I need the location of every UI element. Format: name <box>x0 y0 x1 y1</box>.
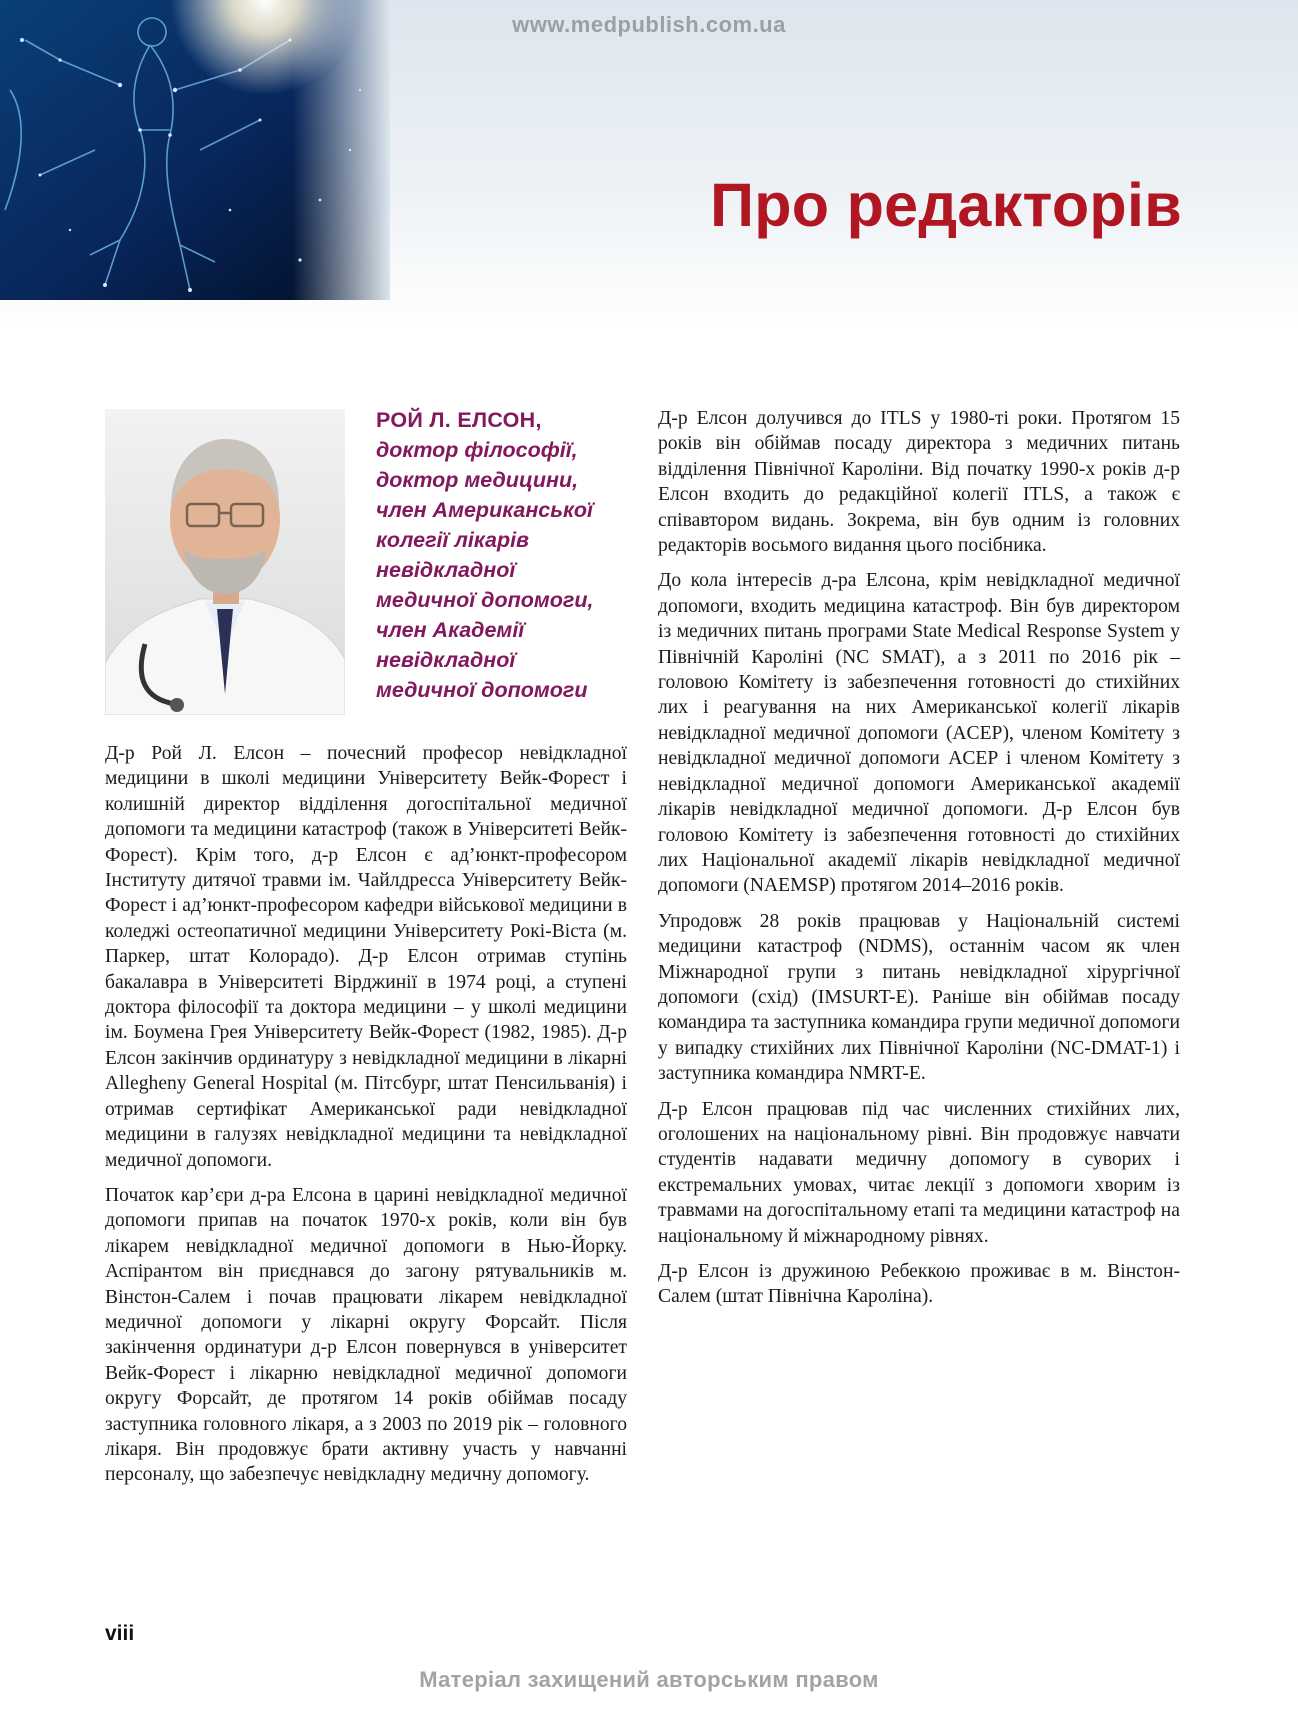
body-paragraph: Упродовж 28 років працював у Національній системі медицини катастроф (NDMS), останнім часом як член Міжнародної групи з питань невідкладної хірургічної допомоги (схід) (IMSURT-E). Раніше він обіймав посаду командира та заступника командира групи медичної допомоги у випадку стихійних лих Північної Кароліни (NC-DMAT-1) і заступника командира NMRT-E. <box>658 910 1180 1085</box>
constellation-illustration <box>0 0 390 300</box>
editor-credential: невідкладної <box>376 558 516 582</box>
editor-credential: медичної допомоги <box>376 678 588 702</box>
page-title: Про редакторів <box>710 171 1182 239</box>
editor-credential: доктор філософії, <box>376 438 578 462</box>
editor-credential: член Американської <box>376 498 594 522</box>
left-column <box>105 741 627 1498</box>
editor-name: РОЙ Л. ЕЛСОН, <box>376 408 542 432</box>
editor-heading <box>376 405 646 705</box>
body-paragraph: Д-р Елсон працював під час численних стихійних лих, оголошених на національному рівні. Він продовжує навчати студентів надавати медичну допомогу в суворих і екстремальних умовах, читає лекції з допомоги хворим із травмами на догоспітальному етапі та медицини катастроф на національному й міжнародному рівнях. <box>658 1098 1180 1247</box>
editor-portrait <box>105 409 345 715</box>
editor-credential: медичної допомоги, <box>376 588 594 612</box>
site-url: www.medpublish.com.ua <box>512 12 786 37</box>
editor-credential: член Академії <box>376 618 525 642</box>
body-paragraph: Д-р Елсон із дружиною Ребеккою проживає в м. Вінстон-Салем (штат Північна Кароліна). <box>658 1261 1180 1308</box>
body-paragraph: Початок кар’єри д-ра Елсона в царині невідкладної медичної допомоги припав на початок 1970-х років, коли він був лікарем невідкладної медичної допомоги в Нью-Йорку. Аспірантом він приєднався до загону рятувальників м. Вінстон-Салем і почав працювати лікарем невідкладної медичної допомоги у лікарні округу Форсайт. Після закінчення ординатури д-р Елсон повернувся в університет Вейк-Форест і лікарню невідкладної медичної допомоги округу Форсайт, де протягом 14 років обіймав посаду заступника головного лікаря, а з 2003 по 2019 рік – головного лікаря. Він продовжує брати активну участь у навчанні персоналу, що забезпечує невідкладну медичну допомогу. <box>105 1184 627 1486</box>
editor-credential: доктор медицини, <box>376 468 579 492</box>
copyright-watermark: Матеріал захищений авторським правом <box>419 1667 879 1692</box>
right-column <box>658 406 1180 1320</box>
editor-credential: колегії лікарів <box>376 528 530 552</box>
editor-credential: невідкладної <box>376 648 516 672</box>
body-paragraph: Д-р Рой Л. Елсон – почесний професор невідкладної медицини в школі медицини Університету Вейк-Форест і колишній директор відділення догоспітальної медичної допомоги та медицини катастроф (також в Університеті Вейк-Форест). Крім того, д-р Елсон є ад’юнкт-професором Інституту дитячої травми ім. Чайлдресса Університету Вейк-Форест і ад’юнкт-професором кафедри військової медицини в коледжі остеопатичної медицини Університету Рокі-Віста (м. Паркер, штат Колорадо). Д-р Елсон отримав ступінь бакалавра в Університеті Вірджинії в 1974 році, а ступені доктора філософії та доктора медицини – у школі медицини ім. Боумена Грея Університету Вейк-Форест (1982, 1985). Д-р Елсон закінчив ординатуру з невідкладної медицини в лікарні Allegheny General Hospital (м. Пітсбург, штат Пенсильванія) і отримав сертифікат Американської ради невідкладної медицини в галузях невідкладної медицини та невідкладної медичної допомоги. <box>105 743 627 1171</box>
page-number: viii <box>105 1622 135 1645</box>
body-paragraph: До кола інтересів д-ра Елсона, крім невідкладної медичної допомоги, входить медицина катастроф. Він був директором із медичних питань програми State Medical Response System у Північній Кароліні (NC SMAT), а з 2011 по 2016 рік – головою Комітету із забезпечення готовності до стихійних лих і реагування на них Американської колегії лікарів невідкладної медичної допомоги (ACEP), членом Комітету з невідкладної медичної допомоги ACEP і членом Комітету з невідкладної медичної допомоги Американської академії лікарів невідкладної медичної допомоги. Д-р Елсон був головою Комітету із забезпечення готовності до стихійних лих Національної академії лікарів невідкладної медичної допомоги (NAEMSP) протягом 2014–2016 років. <box>658 570 1180 897</box>
body-paragraph: Д-р Елсон долучився до ITLS у 1980-ті роки. Протягом 15 років він обіймав посаду директора з медичних питань відділення Північної Кароліни. Від початку 1990-х років д-р Елсон входить до редакційної колегії ITLS, а також є співавтором видань. Зокрема, він був одним із головних редакторів восьмого видання цього посібника. <box>658 408 1180 557</box>
